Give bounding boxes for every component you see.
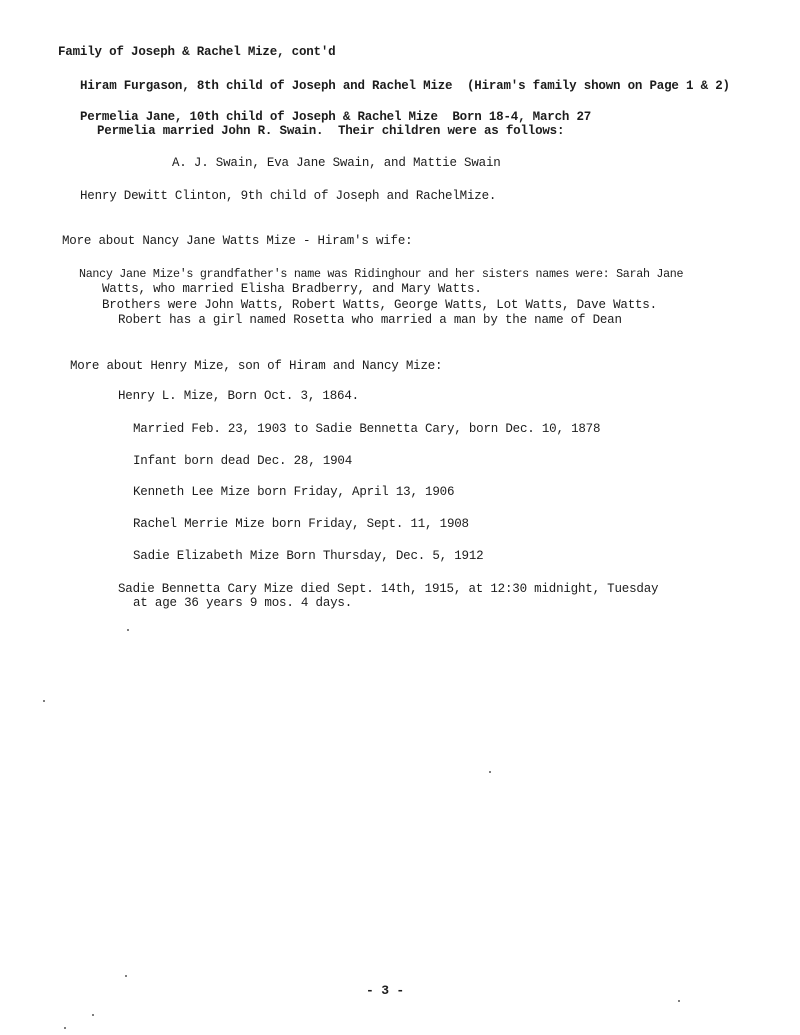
permelia-line-1: Permelia Jane, 10th child of Joseph & Rachel Mize Born 18-4, March 27 (80, 110, 592, 124)
nancy-line-3: Brothers were John Watts, Robert Watts, George Watts, Lot Watts, Dave Watts. (102, 298, 657, 312)
nancy-section-heading: More about Nancy Jane Watts Mize - Hiram's wife: (62, 234, 413, 248)
sadie-elizabeth-line: Sadie Elizabeth Mize Born Thursday, Dec. 5, 1912 (133, 549, 484, 563)
scan-speck (64, 1027, 66, 1029)
rachel-line: Rachel Merrie Mize born Friday, Sept. 11, 1908 (133, 517, 469, 531)
scan-speck (92, 1014, 94, 1016)
sadie-death-line-1: Sadie Bennetta Cary Mize died Sept. 14th, 1915, at 12:30 midnight, Tuesday (118, 582, 659, 596)
henry-born-line: Henry L. Mize, Born Oct. 3, 1864. (118, 389, 359, 403)
swain-children-line: A. J. Swain, Eva Jane Swain, and Mattie Swain (172, 156, 501, 170)
scan-speck (678, 1000, 680, 1002)
page-header: Family of Joseph & Rachel Mize, cont'd (58, 45, 336, 59)
scan-speck (489, 771, 491, 773)
henry-section-heading: More about Henry Mize, son of Hiram and Nancy Mize: (70, 359, 443, 373)
permelia-line-2: Permelia married John R. Swain. Their children were as follows: (97, 124, 565, 138)
hiram-line: Hiram Furgason, 8th child of Joseph and Rachel Mize (Hiram's family shown on Page 1 & 2) (80, 79, 730, 93)
henry-dewitt-line: Henry Dewitt Clinton, 9th child of Joseph and RachelMize. (80, 189, 497, 203)
scan-speck (125, 975, 127, 977)
scan-speck (43, 700, 45, 702)
nancy-line-2: Watts, who married Elisha Bradberry, and Mary Watts. (102, 282, 482, 296)
henry-married-line: Married Feb. 23, 1903 to Sadie Bennetta Cary, born Dec. 10, 1878 (133, 422, 601, 436)
infant-line: Infant born dead Dec. 28, 1904 (133, 454, 353, 468)
nancy-line-4: Robert has a girl named Rosetta who married a man by the name of Dean (118, 313, 622, 327)
sadie-death-line-2: at age 36 years 9 mos. 4 days. (133, 596, 353, 610)
page-number: - 3 - (366, 983, 405, 998)
scan-speck (127, 629, 129, 631)
nancy-line-1: Nancy Jane Mize's grandfather's name was Ridinghour and her sisters names were: Sarah Jane (79, 267, 684, 281)
kenneth-line: Kenneth Lee Mize born Friday, April 13, 1906 (133, 485, 455, 499)
